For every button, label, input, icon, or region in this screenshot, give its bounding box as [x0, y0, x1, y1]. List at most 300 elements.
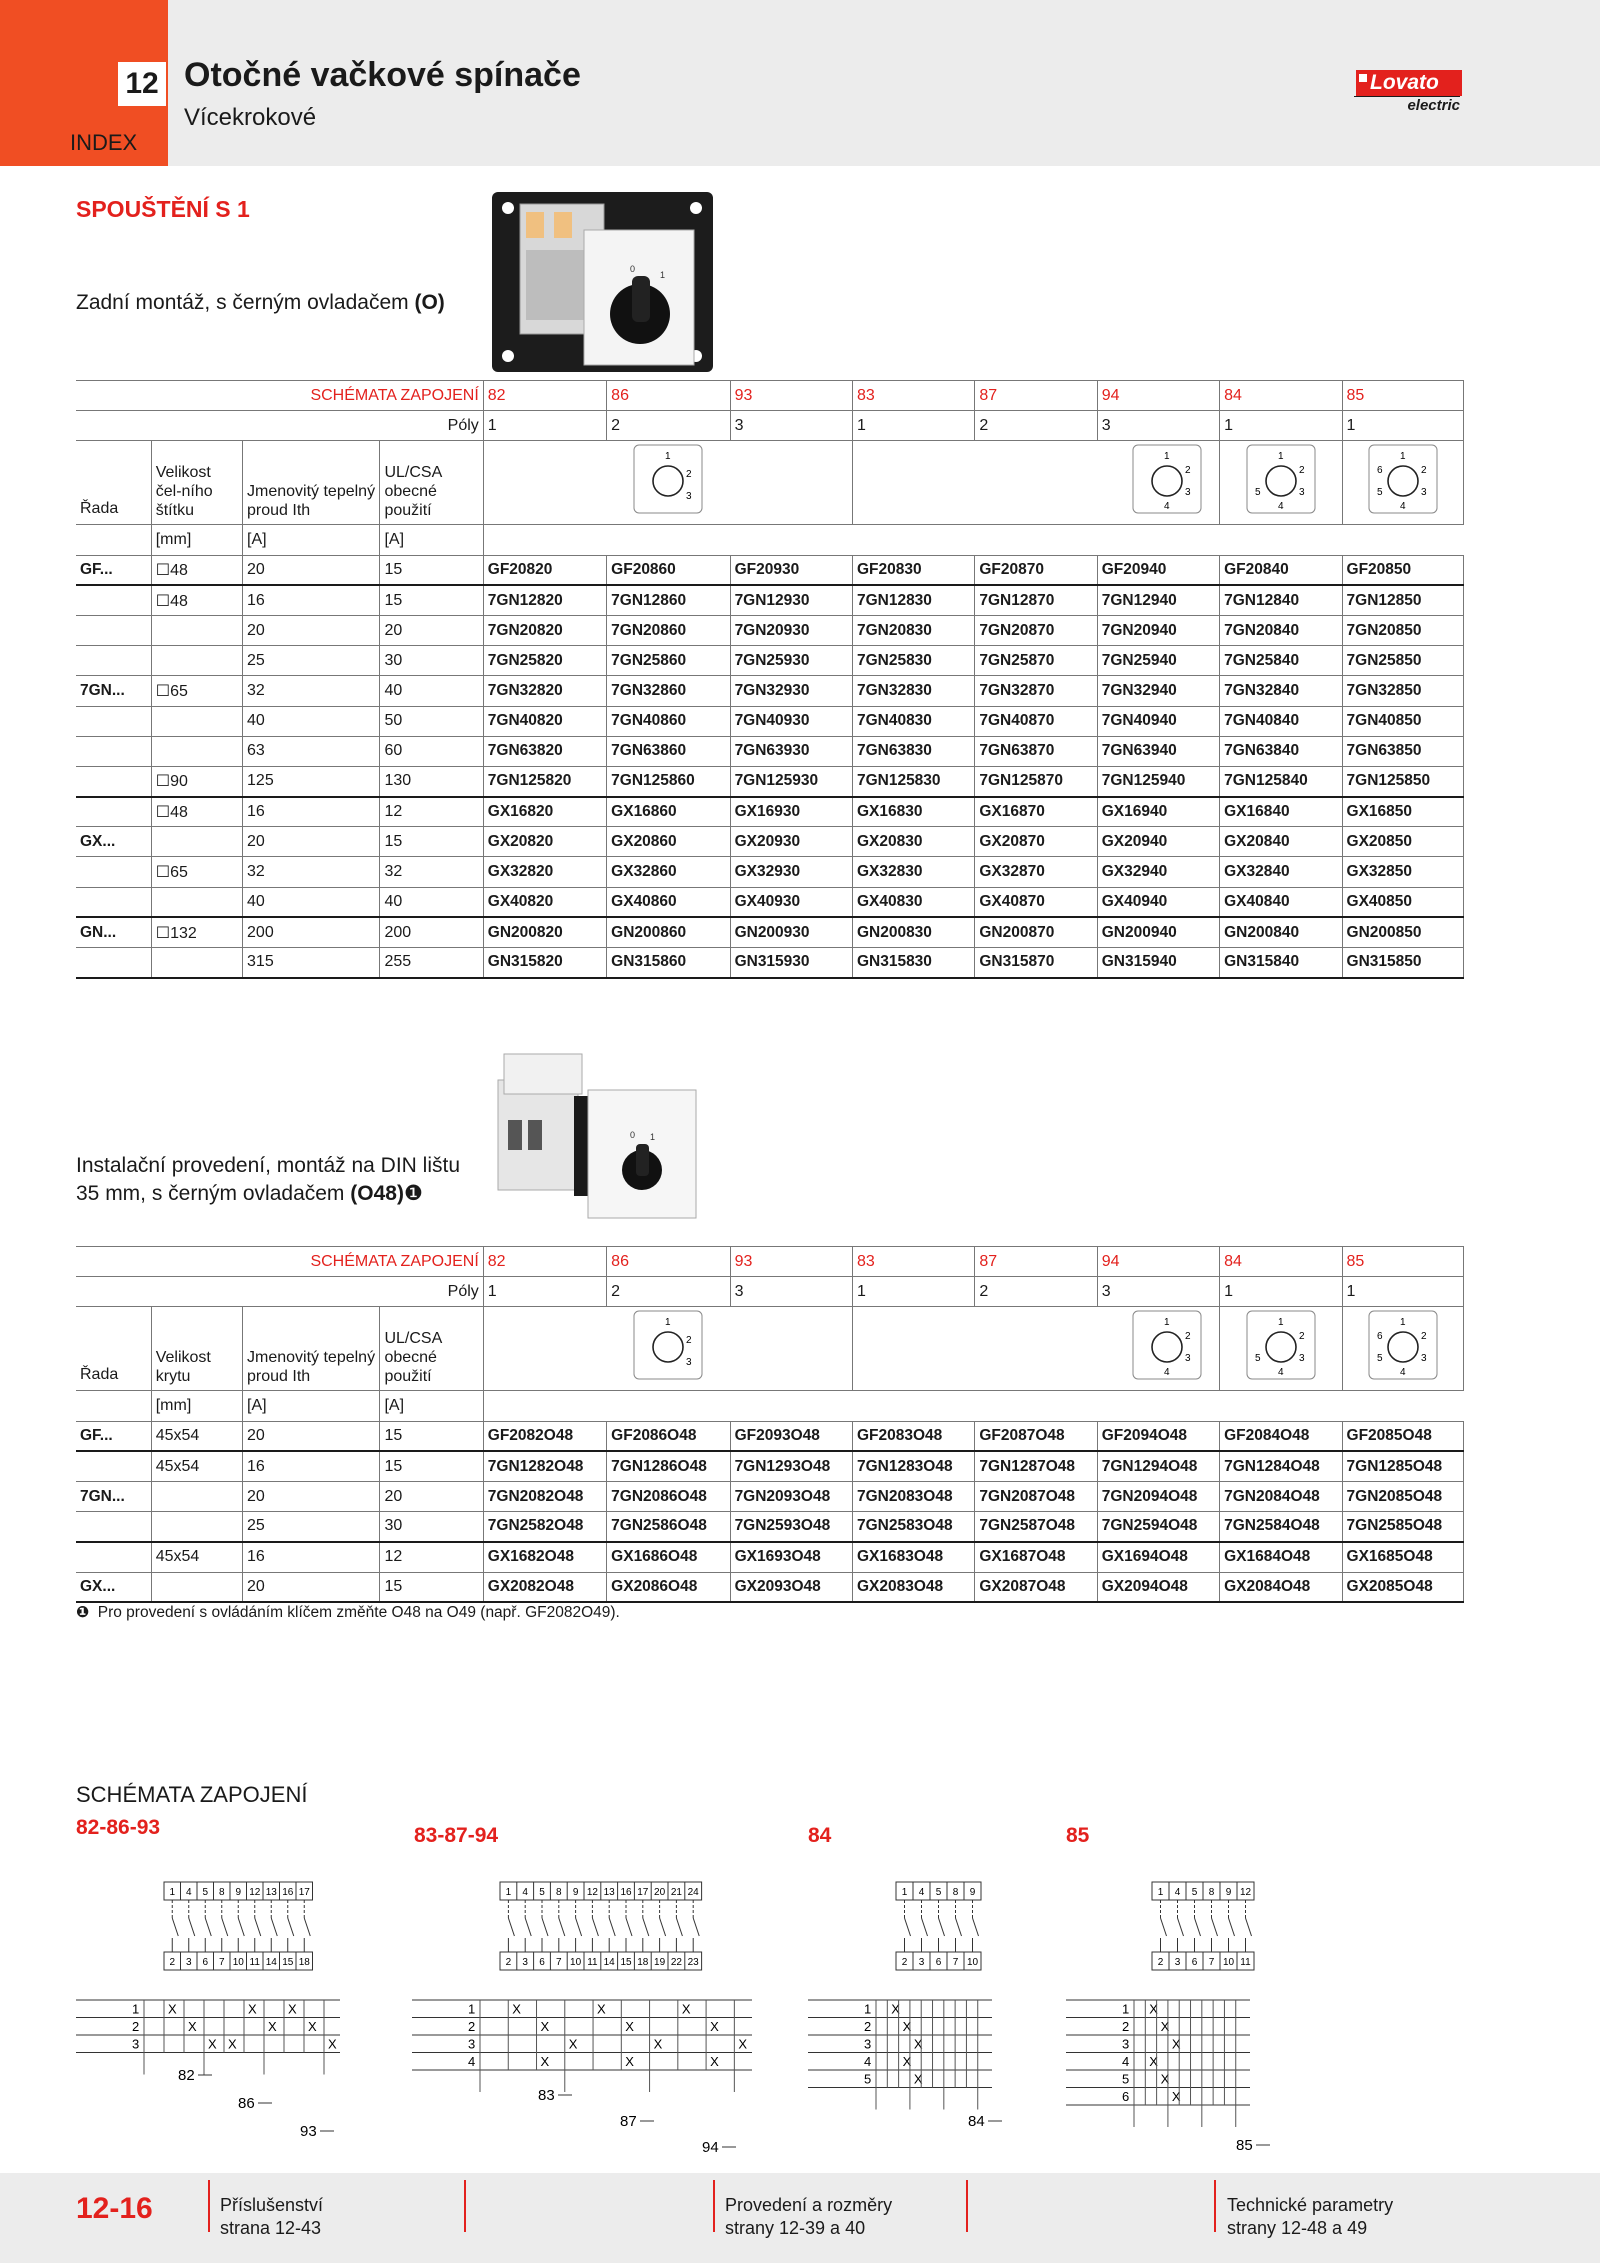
order-code: GX16940 [1097, 797, 1219, 827]
ith-cell: 20 [243, 827, 380, 857]
contact-mark: X [625, 2054, 634, 2069]
order-code: 7GN63820 [483, 736, 606, 766]
ulcsa-cell: 30 [380, 1512, 483, 1542]
contact-mark: X [512, 2001, 521, 2017]
order-code: 7GN32850 [1342, 676, 1463, 706]
scheme-86: 86 [607, 381, 730, 411]
contact-switch [643, 1918, 649, 1936]
svg-text:2: 2 [1185, 465, 1191, 477]
poles-94: 3 [1097, 1277, 1219, 1307]
terminal-number: 21 [670, 1887, 682, 1898]
ulcsa-cell: 30 [380, 646, 483, 676]
table-row [76, 706, 1464, 736]
position-number: 5 [1122, 2071, 1130, 2087]
terminal-number: 22 [670, 1957, 682, 1968]
poles-84: 1 [1220, 411, 1342, 441]
order-code: GX2083O48 [852, 1572, 974, 1602]
terminal-number: 17 [637, 1887, 649, 1898]
contact-switch [939, 1918, 945, 1936]
order-code: GN200840 [1220, 917, 1342, 947]
logo-brand: Lovato [1370, 71, 1439, 94]
terminal-number: 11 [587, 1957, 598, 1968]
order-code: GF20940 [1097, 555, 1219, 585]
series-cell: 7GN... [80, 1487, 125, 1505]
scheme-87: 87 [975, 381, 1097, 411]
col-size: Velikost čel-ního štítku [151, 441, 242, 525]
order-code: GN315860 [607, 948, 730, 978]
contact-mark: X [1171, 2036, 1181, 2052]
size-cell [151, 706, 242, 736]
order-code: 7GN25940 [1097, 646, 1219, 676]
order-code: GX16840 [1220, 797, 1342, 827]
table-row [76, 555, 1464, 585]
position-number: 3 [1122, 2036, 1130, 2052]
order-code: GX40940 [1097, 887, 1219, 917]
order-code: 7GN1282O48 [483, 1451, 606, 1481]
terminal-number: 13 [603, 1887, 615, 1898]
spec-table-rear-mount [76, 380, 1464, 979]
order-code: GX40850 [1342, 887, 1463, 917]
order-code: GN315870 [975, 948, 1097, 978]
order-code: 7GN2583O48 [852, 1512, 974, 1542]
scheme-code: 93 [300, 2123, 317, 2140]
ith-cell: 20 [243, 615, 380, 645]
svg-text:4: 4 [1164, 501, 1170, 513]
svg-text:1: 1 [664, 451, 671, 463]
svg-text:1: 1 [1277, 451, 1284, 463]
order-code: GX1685O48 [1342, 1542, 1463, 1572]
terminal-number: 20 [654, 1887, 666, 1898]
terminal-number: 14 [265, 1957, 277, 1968]
position-number: 5 [864, 2071, 872, 2087]
order-code: GX1682O48 [483, 1542, 606, 1572]
svg-text:6: 6 [1376, 1331, 1383, 1343]
order-code: GX40820 [483, 887, 606, 917]
footer-separator [464, 2180, 466, 2232]
contact-switch [576, 1918, 582, 1936]
ulcsa-cell: 15 [380, 1421, 483, 1451]
footer-link-dimensions[interactable]: Provedení a rozměry strany 12-39 a 40 [725, 2195, 893, 2238]
terminal-number: 9 [1225, 1887, 1232, 1898]
table-row [76, 917, 1464, 947]
order-code: 7GN63860 [607, 736, 730, 766]
contact-mark: X [710, 2054, 719, 2069]
order-code: GX32930 [730, 857, 852, 887]
ulcsa-cell: 15 [380, 1572, 483, 1602]
order-code: 7GN40940 [1097, 706, 1219, 736]
order-code: 7GN2086O48 [607, 1481, 730, 1511]
contact-mark: X [710, 2019, 719, 2034]
contact-mark: X [268, 2019, 277, 2034]
contact-switch [172, 1918, 178, 1936]
ulcsa-cell: 32 [380, 857, 483, 887]
terminal-number: 5 [202, 1887, 209, 1898]
size-cell: ☐132 [151, 917, 242, 947]
switch-diagram-5-positions [1241, 1307, 1321, 1385]
svg-text:3: 3 [1298, 487, 1305, 499]
unit-a-ith: [A] [243, 525, 380, 555]
contact-mark: X [208, 2036, 217, 2052]
order-code: 7GN125850 [1342, 766, 1463, 796]
terminal-number: 2 [169, 1957, 176, 1968]
size-cell [151, 1512, 242, 1542]
contact-switch [1229, 1918, 1235, 1936]
wiring-schematics [0, 1860, 1600, 2170]
order-code: 7GN2593O48 [730, 1512, 852, 1542]
order-code: 7GN2085O48 [1342, 1481, 1463, 1511]
schematic-label-85: 85 [1066, 1824, 1090, 1847]
order-code: GF20830 [852, 555, 974, 585]
terminal-number: 18 [637, 1957, 649, 1968]
order-code: GX2084O48 [1220, 1572, 1342, 1602]
order-code: 7GN20940 [1097, 615, 1219, 645]
contact-switch [189, 1918, 195, 1936]
poly-label-2: Póly [76, 1277, 483, 1307]
contact-switch [973, 1918, 979, 1936]
terminal-number: 11 [249, 1957, 260, 1968]
footer-link-technical[interactable]: Technické parametry strany 12-48 a 49 [1227, 2195, 1394, 2238]
order-code: 7GN25830 [852, 646, 974, 676]
order-code: GX2085O48 [1342, 1572, 1463, 1602]
order-code: 7GN32870 [975, 676, 1097, 706]
order-code: 7GN12930 [730, 585, 852, 615]
order-code: 7GN2083O48 [852, 1481, 974, 1511]
svg-text:2: 2 [1185, 1331, 1191, 1343]
scheme-code: 85 [1236, 2137, 1253, 2154]
table-row [76, 887, 1464, 917]
order-code: GN200830 [852, 917, 974, 947]
terminal-number: 12 [1239, 1887, 1252, 1898]
ith-cell: 20 [243, 1572, 380, 1602]
terminal-number: 16 [620, 1887, 632, 1898]
order-code: 7GN40840 [1220, 706, 1342, 736]
col-current: Jmenovitý tepelný proud Ith [243, 441, 380, 525]
size-cell: ☐90 [151, 766, 242, 796]
order-code: 7GN40860 [607, 706, 730, 736]
switch-diagram-3-positions [628, 441, 708, 519]
order-code: 7GN1284O48 [1220, 1451, 1342, 1481]
order-code: 7GN63940 [1097, 736, 1219, 766]
position-number: 3 [132, 2036, 140, 2052]
svg-text:2: 2 [1298, 1331, 1305, 1343]
order-code: GX20850 [1342, 827, 1463, 857]
col-rada: Řada [80, 500, 119, 518]
order-code: 7GN2582O48 [483, 1512, 606, 1542]
table-row [76, 1481, 1464, 1511]
scheme-83: 83 [852, 1247, 974, 1277]
order-code: 7GN32820 [483, 676, 606, 706]
series-cell: GN... [80, 923, 117, 941]
rear-mount-switch-photo [490, 190, 715, 375]
contact-switch [238, 1918, 244, 1936]
svg-text:1: 1 [650, 1132, 656, 1142]
col-rada: Řada [80, 1366, 119, 1384]
footer-separator [713, 2180, 715, 2232]
order-code: 7GN32930 [730, 676, 852, 706]
terminal-number: 4 [1174, 1887, 1181, 1898]
col-size: Velikost krytu [151, 1307, 242, 1391]
ith-cell: 40 [243, 706, 380, 736]
order-code: 7GN25860 [607, 646, 730, 676]
order-code: GX16830 [852, 797, 974, 827]
diagram-4pos [852, 1307, 1219, 1391]
position-number: 1 [132, 2001, 140, 2017]
terminal-number: 7 [952, 1957, 959, 1968]
order-code: GX1693O48 [730, 1542, 852, 1572]
ith-cell: 25 [243, 646, 380, 676]
order-code: GN315850 [1342, 948, 1463, 978]
ulcsa-cell: 20 [380, 1481, 483, 1511]
order-code: 7GN63850 [1342, 736, 1463, 766]
poles-85: 1 [1342, 411, 1463, 441]
series-cell: GX... [80, 1577, 116, 1595]
section2-description: Instalační provedení, montáž na DIN lištu 35 mm, s černým ovladačem (O48)❶ [76, 1154, 461, 1205]
order-code: 7GN12840 [1220, 585, 1342, 615]
order-code: 7GN40850 [1342, 706, 1463, 736]
poles-83: 1 [852, 1277, 974, 1307]
terminal-number: 4 [185, 1887, 192, 1898]
series-cell [76, 766, 151, 796]
order-code: GX40930 [730, 887, 852, 917]
order-code: 7GN125840 [1220, 766, 1342, 796]
terminal-number: 11 [1240, 1957, 1251, 1968]
series-cell [76, 948, 151, 978]
order-code: GF20930 [730, 555, 852, 585]
ulcsa-cell: 40 [380, 676, 483, 706]
order-code: 7GN20820 [483, 615, 606, 645]
order-code: 7GN2587O48 [975, 1512, 1097, 1542]
order-code: 7GN2093O48 [730, 1481, 852, 1511]
table-row [76, 797, 1464, 827]
contact-mark: X [248, 2001, 257, 2017]
order-code: GF2082O48 [483, 1421, 606, 1451]
contact-mark: X [288, 2001, 297, 2017]
svg-text:1: 1 [660, 270, 666, 280]
svg-text:0: 0 [630, 264, 636, 274]
order-code: GX20840 [1220, 827, 1342, 857]
position-number: 4 [468, 2054, 476, 2069]
ith-cell: 16 [243, 585, 380, 615]
index-tab[interactable] [0, 0, 168, 166]
order-code: GN315830 [852, 948, 974, 978]
order-code: GX16870 [975, 797, 1097, 827]
order-code: GF20870 [975, 555, 1097, 585]
order-code: GX2094O48 [1097, 1572, 1219, 1602]
scheme-87: 87 [975, 1247, 1097, 1277]
order-code: 7GN2586O48 [607, 1512, 730, 1542]
contact-switch [592, 1918, 598, 1936]
order-code: GX1686O48 [607, 1542, 730, 1572]
series-cell [76, 1542, 151, 1572]
order-code: GN315940 [1097, 948, 1219, 978]
order-code: 7GN1294O48 [1097, 1451, 1219, 1481]
contact-switch [956, 1918, 962, 1936]
order-code: 7GN63930 [730, 736, 852, 766]
order-code: 7GN2585O48 [1342, 1512, 1463, 1542]
size-cell [151, 948, 242, 978]
order-code: GN315930 [730, 948, 852, 978]
contact-mark: X [913, 2036, 923, 2052]
terminal-number: 9 [572, 1887, 579, 1898]
svg-text:2: 2 [685, 469, 692, 481]
order-code: GX20830 [852, 827, 974, 857]
contact-mark: X [228, 2036, 237, 2052]
svg-text:3: 3 [685, 491, 692, 503]
series-cell: GF... [80, 1426, 113, 1444]
series-cell: 7GN... [80, 681, 125, 699]
contact-mark: X [1149, 2054, 1158, 2069]
size-cell [151, 615, 242, 645]
scheme-94: 94 [1097, 1247, 1219, 1277]
poles-93: 3 [730, 411, 852, 441]
order-code: GX2087O48 [975, 1572, 1097, 1602]
footer-separator [1214, 2180, 1216, 2232]
switch-diagram-6-positions [1363, 1307, 1443, 1385]
size-cell [151, 1481, 242, 1511]
order-code: 7GN32830 [852, 676, 974, 706]
contact-mark: X [188, 2019, 197, 2034]
terminal-number: 18 [298, 1957, 310, 1968]
terminal-number: 4 [918, 1887, 925, 1898]
index-label[interactable]: INDEX [70, 130, 138, 155]
order-code: 7GN20840 [1220, 615, 1342, 645]
terminal-number: 14 [603, 1957, 615, 1968]
order-code: 7GN32840 [1220, 676, 1342, 706]
scheme-code: 82 [178, 2067, 195, 2084]
svg-text:1: 1 [1164, 451, 1170, 463]
ulcsa-cell: 50 [380, 706, 483, 736]
order-code: GX16930 [730, 797, 852, 827]
switch-diagram-6-positions [1363, 441, 1443, 519]
contact-switch [1195, 1918, 1201, 1936]
table-row [76, 646, 1464, 676]
contact-mark: X [913, 2071, 923, 2087]
contact-switch [626, 1918, 632, 1936]
order-code: 7GN40830 [852, 706, 974, 736]
order-code: GN200860 [607, 917, 730, 947]
ulcsa-cell: 12 [380, 797, 483, 827]
series-cell: GX... [80, 832, 116, 850]
position-number: 1 [468, 2001, 476, 2017]
size-cell [151, 736, 242, 766]
contact-switch [905, 1918, 911, 1936]
terminal-number: 16 [282, 1887, 294, 1898]
section-title: SPOUŠTĚNÍ S 1 [76, 196, 250, 222]
poles-86: 2 [607, 411, 730, 441]
order-code: GN200940 [1097, 917, 1219, 947]
order-code: GX20940 [1097, 827, 1219, 857]
terminal-number: 1 [1157, 1887, 1164, 1898]
scheme-85: 85 [1342, 1247, 1463, 1277]
table-row [76, 676, 1464, 706]
contact-switch [525, 1918, 531, 1936]
ulcsa-cell: 12 [380, 1542, 483, 1572]
terminal-number: 5 [935, 1887, 942, 1898]
order-code: 7GN20860 [607, 615, 730, 645]
contact-mark: X [597, 2001, 606, 2017]
contact-switch [660, 1918, 666, 1936]
contact-switch [1246, 1918, 1252, 1936]
poles-86: 2 [607, 1277, 730, 1307]
contact-mark: X [308, 2019, 317, 2034]
terminal-number: 7 [556, 1957, 562, 1968]
order-code: 7GN2082O48 [483, 1481, 606, 1511]
contact-mark: X [328, 2036, 337, 2052]
ulcsa-cell: 200 [380, 917, 483, 947]
order-code: GF2086O48 [607, 1421, 730, 1451]
contact-mark: X [1171, 2089, 1181, 2104]
terminal-number: 1 [169, 1887, 176, 1898]
position-number: 1 [1122, 2001, 1130, 2017]
order-code: GX32870 [975, 857, 1097, 887]
order-code: GX2082O48 [483, 1572, 606, 1602]
series-cell [76, 857, 151, 887]
ith-cell: 20 [243, 1481, 380, 1511]
order-code: GX32940 [1097, 857, 1219, 887]
table-row [76, 585, 1464, 615]
ith-cell: 40 [243, 887, 380, 917]
order-code: 7GN20830 [852, 615, 974, 645]
schematics-title: SCHÉMATA ZAPOJENÍ [76, 1782, 308, 1807]
contact-switch [542, 1918, 548, 1936]
terminal-number: 2 [505, 1957, 512, 1968]
ulcsa-cell: 15 [380, 585, 483, 615]
terminal-number: 10 [232, 1957, 244, 1968]
poles-82: 1 [483, 411, 606, 441]
page-title: Otočné vačkové spínače [184, 56, 581, 94]
unit-a-ul: [A] [380, 525, 483, 555]
contact-mark: X [681, 2001, 691, 2017]
order-code: GX20820 [483, 827, 606, 857]
ith-cell: 20 [243, 1421, 380, 1451]
chapter-number: 12 [118, 62, 166, 106]
order-code: 7GN12830 [852, 585, 974, 615]
contact-mark: X [1160, 2019, 1170, 2034]
order-code: 7GN12870 [975, 585, 1097, 615]
size-cell: ☐65 [151, 857, 242, 887]
ulcsa-cell: 130 [380, 766, 483, 796]
footer-link-accessories[interactable]: Příslušenství strana 12-43 [220, 2195, 324, 2238]
diagram-3pos [483, 441, 852, 525]
order-code: GF2087O48 [975, 1421, 1097, 1451]
switch-diagram-4-positions [1127, 1307, 1207, 1385]
svg-text:2: 2 [685, 1335, 692, 1347]
order-code: GX16860 [607, 797, 730, 827]
order-code: GX32830 [852, 857, 974, 887]
svg-text:6: 6 [1376, 465, 1383, 477]
svg-text:5: 5 [1254, 1353, 1261, 1365]
order-code: GX32820 [483, 857, 606, 887]
spec-table-din-rail [76, 1246, 1464, 1603]
position-number: 3 [864, 2036, 872, 2052]
terminal-number: 15 [620, 1957, 632, 1968]
scheme-82: 82 [483, 381, 606, 411]
svg-text:2: 2 [1420, 1331, 1427, 1343]
order-code: GX20870 [975, 827, 1097, 857]
order-code: GN200850 [1342, 917, 1463, 947]
svg-text:3: 3 [1420, 1353, 1427, 1365]
poles-94: 3 [1097, 411, 1219, 441]
poles-85: 1 [1342, 1277, 1463, 1307]
scheme-86: 86 [607, 1247, 730, 1277]
switch-diagram-3-positions [628, 1307, 708, 1385]
col-current: Jmenovitý tepelný proud Ith [243, 1307, 380, 1391]
order-code: GF2093O48 [730, 1421, 852, 1451]
order-code: 7GN2084O48 [1220, 1481, 1342, 1511]
series-cell [76, 646, 151, 676]
order-code: GX40830 [852, 887, 974, 917]
footer-separator [966, 2180, 968, 2232]
